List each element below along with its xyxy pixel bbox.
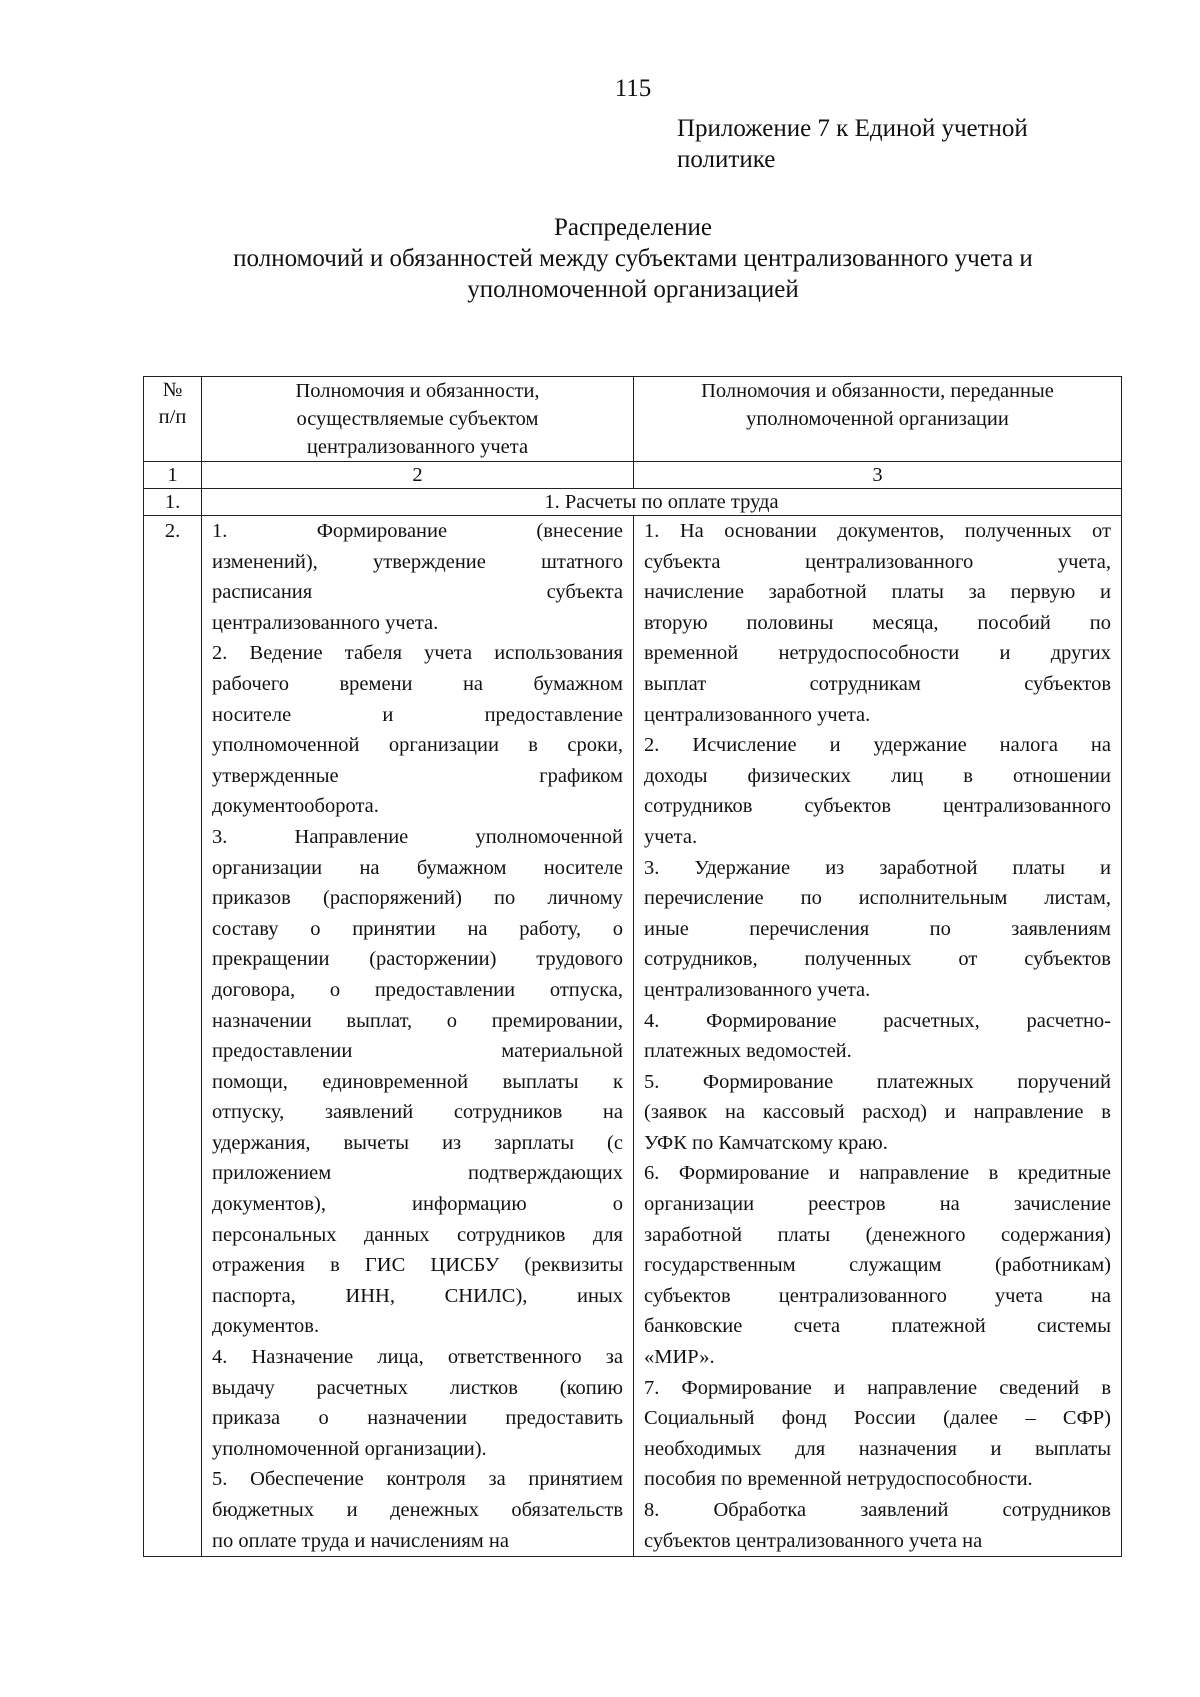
header-col2-line: Полномочия и обязанности, [295,380,540,402]
duty-line: необходимых для назначения и выплаты [644,1437,1111,1460]
duty-line: заработной платы (денежного содержания) [644,1223,1111,1246]
duty-line: сотрудников субъектов централизованного [644,795,1111,818]
header-col2-line: централизованного учета [306,436,529,458]
duty-line: субъектов централизованного учета на [644,1529,983,1552]
duty-line: перечисление по исполнительным листам, [644,887,1111,910]
duty-line: 3. Удержание из заработной платы и [644,856,1111,879]
document-title [120,212,1146,305]
duty-line: 8. Обработка заявлений сотрудников [644,1499,1111,1521]
header-row [144,377,1122,462]
duty-line: договора, о предоставлении отпуска, [212,978,623,1001]
duty-line: временной нетрудоспособности и других [644,642,1111,665]
table-row [144,516,1122,1557]
duty-line: иные перечисления по заявлениям [644,917,1111,940]
duty-paragraph [644,730,1111,852]
duty-line: доходы физических лиц в отношении [644,764,1111,787]
header-col3-line: Полномочия и обязанности, переданные [701,380,1054,402]
duty-paragraph [644,1373,1111,1495]
duty-line: помощи, единовременной выплаты к [212,1070,623,1093]
section-row [144,489,1122,516]
duty-line: составу о принятии на работу, о [212,917,623,940]
duty-line: приказа о назначении предоставить [212,1407,623,1430]
duty-line: паспорта, ИНН, СНИЛС), иных [212,1284,623,1307]
duty-line: 1. Формирование (внесение [212,520,623,542]
duty-paragraph [212,638,623,822]
duty-paragraph [644,1495,1111,1556]
duty-line: документов), информацию о [212,1193,623,1216]
duty-line: выплат сотрудникам субъектов [644,672,1111,695]
duty-paragraph [644,1067,1111,1159]
col-number-2: 2 [202,462,634,489]
duty-line: централизованного учета. [212,611,439,634]
header-num [144,377,202,462]
duty-line: организации реестров на зачисление [644,1193,1111,1216]
duty-line: предоставлении материальной [212,1040,623,1063]
header-col3-line: уполномоченной организации [746,408,1009,430]
duty-line: 4. Назначение лица, ответственного за [212,1346,623,1369]
header-num-line: № [162,379,183,401]
appendix-line: Приложение 7 к Единой учетной [677,115,1028,142]
duty-line: Социальный фонд России (далее – СФР) [644,1407,1111,1430]
duty-line: платежных ведомостей. [644,1040,852,1063]
duty-line: централизованного учета. [644,703,871,726]
col-number-3: 3 [634,462,1122,489]
duty-line: приказов (распоряжений) по личному [212,887,623,910]
header-col2 [202,377,634,462]
duty-line: удержания, вычеты из зарплаты (с [212,1131,623,1154]
duty-paragraph [644,1158,1111,1372]
duty-line: начисление заработной платы за первую и [644,581,1111,604]
duty-paragraph [644,1006,1111,1067]
duty-line: документооборота. [212,795,379,818]
title-line-1: Распределение [554,214,712,241]
duty-line: государственным служащим (работникам) [644,1254,1111,1277]
duty-line: изменений), утверждение штатного [212,550,623,573]
duty-line: назначении выплат, о премировании, [212,1009,623,1032]
header-num-line: п/п [158,406,187,428]
duty-paragraph [644,853,1111,1006]
duty-line: организации на бумажном носителе [212,856,623,879]
duty-line: 5. Обеспечение контроля за принятием [212,1468,623,1491]
duty-line: субъектов централизованного учета на [644,1284,1111,1307]
duty-line: документов. [212,1315,320,1338]
col2-duties [202,516,634,1557]
duty-line: банковские счета платежной системы [644,1315,1111,1338]
duty-line: носителе и предоставление [212,703,623,726]
row-num: 2. [144,516,202,1557]
duty-line: 3. Направление уполномоченной [212,825,623,848]
header-col2-line: осуществляемые субъектом [296,408,539,430]
col-number-1: 1 [144,462,202,489]
duty-line: выдачу расчетных листков (копию [212,1376,623,1399]
duty-line: утвержденные графиком [212,764,623,787]
duty-paragraph [212,1342,623,1464]
duty-line: прекращении (расторжении) трудового [212,948,623,971]
col3-duties [634,516,1122,1557]
duty-line: по оплате труда и начислениям на [212,1529,509,1552]
duty-line: отражения в ГИС ЦИСБУ (реквизиты [212,1254,623,1277]
title-line-3: уполномоченной организацией [467,276,799,303]
duty-line: персональных данных сотрудников для [212,1223,623,1246]
duty-line: 6. Формирование и направление в кредитные [644,1162,1111,1185]
appendix-line: политике [677,146,776,173]
duty-line: (заявок на кассовый расход) и направление в [644,1101,1111,1124]
header-col3 [634,377,1122,462]
duty-line: отпуску, заявлений сотрудников на [212,1101,623,1124]
duty-paragraph [212,1464,623,1556]
duty-line: 5. Формирование платежных поручений [644,1070,1111,1093]
title-line-2: полномочий и обязанностей между субъектами централизованного учета и [233,245,1033,272]
duty-line: рабочего времени на бумажном [212,672,623,695]
duty-line: 2. Ведение табеля учета использования [212,642,623,665]
duty-line: централизованного учета. [644,978,871,1001]
duty-line: расписания субъекта [212,581,623,604]
duty-paragraph [644,516,1111,730]
duty-line: уполномоченной организации). [212,1437,487,1460]
duty-line: 2. Исчисление и удержание налога на [644,734,1111,757]
page-number: 115 [614,75,652,102]
duty-line: сотрудников, полученных от субъектов [644,948,1111,971]
duty-line: приложением подтверждающих [212,1162,623,1185]
duty-line: уполномоченной организации в сроки, [212,734,623,757]
duty-paragraph [212,516,623,638]
duty-line: 4. Формирование расчетных, расчетно- [644,1009,1111,1032]
duty-line: субъекта централизованного учета, [644,550,1111,573]
duty-paragraph [212,822,623,1342]
duty-line: УФК по Камчатскому краю. [644,1131,888,1154]
duty-line: вторую половины месяца, пособий по [644,611,1111,634]
duty-line: 7. Формирование и направление сведений в [644,1376,1111,1399]
duty-line: учета. [644,825,698,848]
duty-line: «МИР». [644,1346,715,1369]
section-title: 1. Расчеты по оплате труда [202,489,1122,516]
column-number-row [144,462,1122,489]
section-num: 1. [144,489,202,516]
duty-line: бюджетных и денежных обязательств [212,1499,623,1521]
duty-line: 1. На основании документов, полученных от [644,520,1111,542]
appendix-note [677,113,1126,175]
responsibilities-table [143,376,1122,1557]
duty-line: пособия по временной нетрудоспособности. [644,1468,1033,1491]
